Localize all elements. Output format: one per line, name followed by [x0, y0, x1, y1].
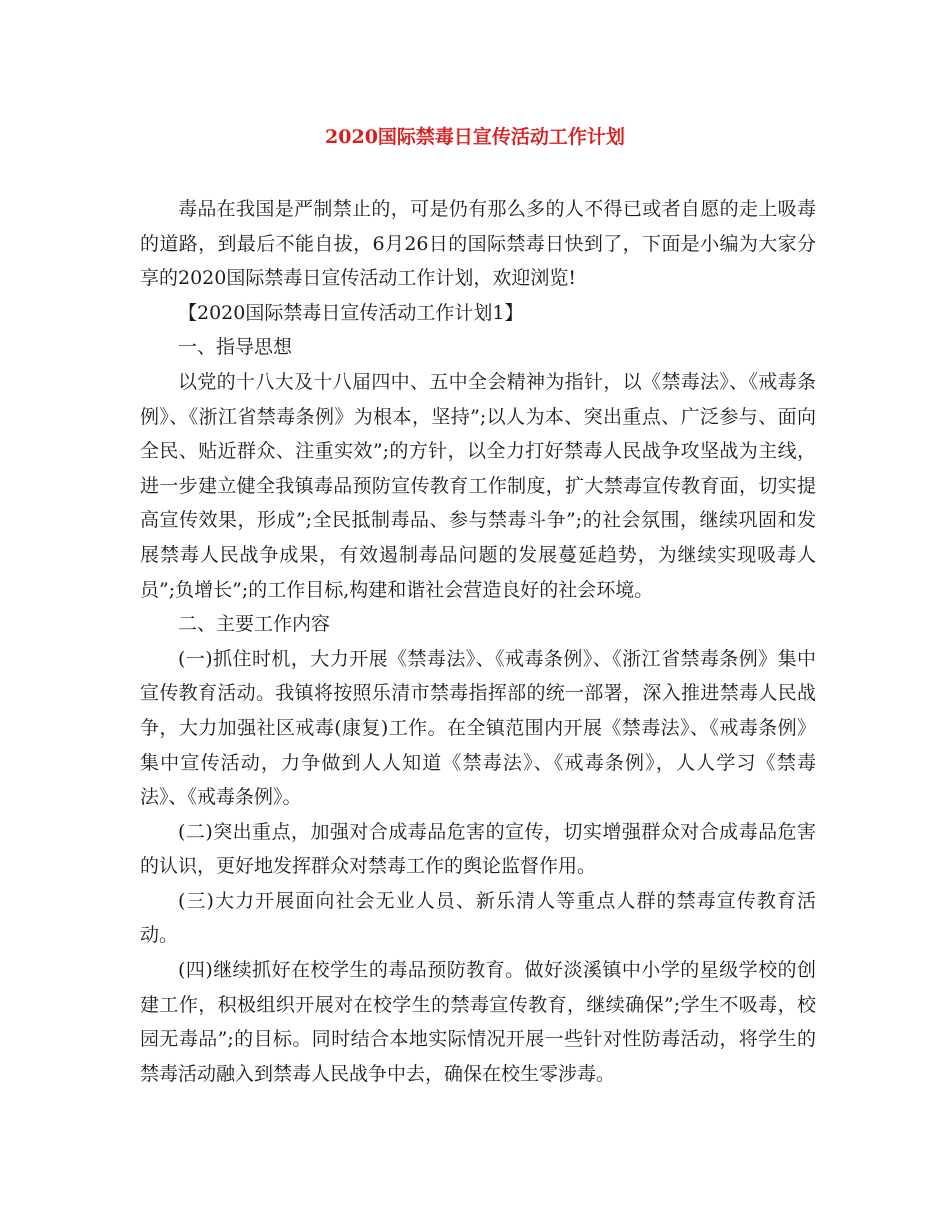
paragraph-guiding-thought: 以党的十八大及十八届四中、五中全会精神为指针，以《禁毒法》、《戒毒条例》、《浙江省禁毒条例》为根本，坚持”;以人为本、突出重点、广泛参与、面向全民、贴近群众、注重实效”;的方针，以全力打好禁毒人民战争攻坚战为主线，进一步建立健全我镇毒品预防宣传教育工作制度，扩大禁毒宣传教育面，切实提高宣传效果，形成”;全民抵制毒品、参与禁毒斗争”;的社会氛围，继续巩固和发展禁毒人民战争成果，有效遏制毒品问题的发展蔓延趋势，为继续实现吸毒人员”;负增长”;的工作目标,构建和谐社会营造良好的社会环境。	[140, 370, 816, 601]
paragraph-work-item-1: (一)抓住时机，大力开展《禁毒法》、《戒毒条例》、《浙江省禁毒条例》集中宣传教育活动。我镇将按照乐清市禁毒指挥部的统一部署，深入推进禁毒人民战争，大力加强社区戒毒(康复)工作。在全镇范围内开展《禁毒法》、《戒毒条例》集中宣传活动，力争做到人人知道《禁毒法》、《戒毒条例》，人人学习《禁毒法》、《戒毒条例》。	[140, 647, 816, 809]
heading-main-work: 二、主要工作内容	[178, 613, 331, 636]
intro-paragraph: 毒品在我国是严制禁止的，可是仍有那么多的人不得已或者自愿的走上吸毒的道路，到最后不能自拔，6月26日的国际禁毒日快到了，下面是小编为大家分享的2020国际禁毒日宣传活动工作计划，欢迎浏览!	[140, 198, 816, 290]
heading-guiding-thought: 一、指导思想	[178, 336, 293, 359]
document-body	[140, 192, 816, 1091]
section-heading-plan-1: 【2020国际禁毒日宣传活动工作计划1】	[178, 301, 524, 324]
paragraph-work-item-3: (三)大力开展面向社会无业人员、新乐清人等重点人群的禁毒宣传教育活动。	[140, 889, 816, 947]
document-title: 2020国际禁毒日宣传活动工作计划	[325, 126, 625, 148]
paragraph-work-item-2: (二)突出重点，加强对合成毒品危害的宣传，切实增强群众对合成毒品危害的认识，更好地发挥群众对禁毒工作的舆论监督作用。	[140, 820, 816, 878]
paragraph-work-item-4: (四)继续抓好在校学生的毒品预防教育。做好淡溪镇中小学的星级学校的创建工作，积极组织开展对在校学生的禁毒宣传教育，继续确保”;学生不吸毒，校园无毒品”;的目标。同时结合本地实际情况开展一些针对性防毒活动，将学生的禁毒活动融入到禁毒人民战争中去，确保在校生零涉毒。	[140, 959, 816, 1085]
